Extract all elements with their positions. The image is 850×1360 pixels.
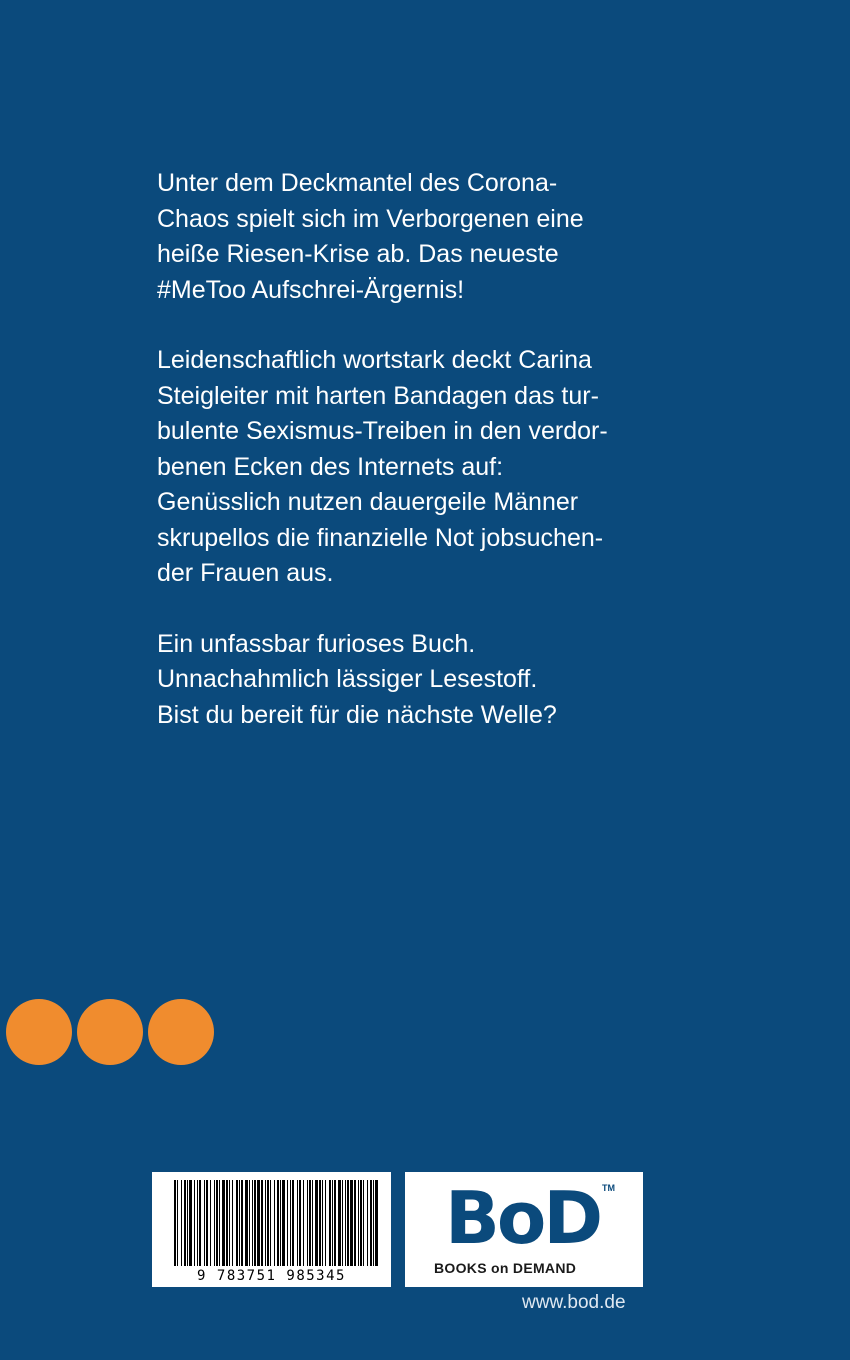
blurb-paragraph-1 bbox=[157, 166, 685, 308]
logo-tagline: BOOKS on DEMAND bbox=[434, 1260, 577, 1276]
orange-dot bbox=[148, 999, 214, 1065]
barcode-bar bbox=[245, 1180, 248, 1266]
barcode-bar bbox=[342, 1180, 343, 1266]
barcode-bar bbox=[206, 1180, 208, 1266]
barcode-bar bbox=[204, 1180, 205, 1266]
barcode-bar bbox=[354, 1180, 356, 1266]
bod-logo-mark: BoD bbox=[445, 1176, 601, 1260]
barcode-bar bbox=[297, 1180, 298, 1266]
blurb-line: Ein unfassbar furioses Buch. bbox=[157, 629, 476, 658]
barcode-bar bbox=[265, 1180, 266, 1266]
blurb-line: Leidenschaftlich wortstark deckt Carina bbox=[157, 346, 592, 374]
barcode-bar bbox=[347, 1180, 349, 1266]
blurb-paragraph-3 bbox=[157, 627, 685, 734]
barcode-bar bbox=[307, 1180, 308, 1266]
orange-dot bbox=[6, 999, 72, 1065]
barcode-bar bbox=[299, 1180, 301, 1266]
barcode-bar bbox=[177, 1180, 178, 1266]
barcode-bar bbox=[375, 1180, 378, 1266]
blurb-text bbox=[157, 166, 685, 733]
orange-dot bbox=[77, 999, 143, 1065]
blurb-line: Unnachahmlich lässiger Lesestoff. bbox=[157, 665, 538, 693]
barcode-bar bbox=[241, 1180, 243, 1266]
barcode-bar bbox=[219, 1180, 220, 1266]
barcode-bars bbox=[152, 1172, 391, 1268]
barcode-bar bbox=[280, 1180, 281, 1266]
barcode-bar bbox=[303, 1180, 304, 1266]
isbn-barcode bbox=[152, 1172, 391, 1287]
barcode-bar bbox=[261, 1180, 263, 1266]
barcode-bar bbox=[373, 1180, 374, 1266]
barcode-bar bbox=[360, 1180, 362, 1266]
barcode-bar bbox=[187, 1180, 188, 1266]
barcode-bar bbox=[210, 1180, 211, 1266]
barcode-bar bbox=[309, 1180, 311, 1266]
barcode-bar bbox=[367, 1180, 368, 1266]
barcode-bar bbox=[370, 1180, 372, 1266]
barcode-bar bbox=[322, 1180, 323, 1266]
barcode-bar bbox=[257, 1180, 260, 1266]
barcode-bar bbox=[325, 1180, 326, 1266]
blurb-line: skrupellos die finanzielle Not jobsuchen- bbox=[157, 523, 604, 552]
barcode-bar bbox=[270, 1180, 271, 1266]
barcode-bar bbox=[277, 1180, 279, 1266]
barcode-bar bbox=[216, 1180, 218, 1266]
barcode-bar bbox=[274, 1180, 275, 1266]
blurb-line: der Frauen aus. bbox=[157, 559, 334, 587]
barcode-bar bbox=[287, 1180, 288, 1266]
barcode-bar bbox=[254, 1180, 256, 1266]
blurb-line: Genüsslich nutzen dauergeile Männer bbox=[157, 488, 579, 516]
barcode-bar bbox=[312, 1180, 313, 1266]
trademark-symbol: TM bbox=[602, 1183, 615, 1193]
blurb-line: Unter dem Deckmantel des Corona- bbox=[157, 169, 558, 197]
barcode-bar bbox=[222, 1180, 225, 1266]
barcode-bar bbox=[350, 1180, 353, 1266]
blurb-line: benen Ecken des Internets auf: bbox=[157, 452, 504, 481]
barcode-bar bbox=[249, 1180, 250, 1266]
barcode-bar bbox=[189, 1180, 192, 1266]
barcode-bar bbox=[239, 1180, 240, 1266]
barcode-bar bbox=[345, 1180, 346, 1266]
barcode-bar bbox=[292, 1180, 294, 1266]
barcode-bar bbox=[319, 1180, 321, 1266]
blurb-line: #MeToo Aufschrei-Ärgernis! bbox=[157, 275, 465, 304]
barcode-bar bbox=[252, 1180, 253, 1266]
publisher-url: www.bod.de bbox=[522, 1292, 626, 1313]
barcode-bar bbox=[194, 1180, 195, 1266]
blurb-paragraph-2 bbox=[157, 343, 685, 592]
barcode-bar bbox=[267, 1180, 269, 1266]
blurb-line: Chaos spielt sich im Verborgenen eine bbox=[157, 204, 584, 233]
barcode-bar bbox=[338, 1180, 341, 1266]
barcode-bar bbox=[332, 1180, 333, 1266]
barcode-bar bbox=[290, 1180, 291, 1266]
blurb-line: Bist du bereit für die nächste Welle? bbox=[157, 700, 557, 729]
barcode-bar bbox=[282, 1180, 285, 1266]
barcode-bar bbox=[174, 1180, 176, 1266]
blurb-line: heiße Riesen-Krise ab. Das neueste bbox=[157, 240, 559, 268]
blurb-line: bulente Sexismus-Treiben in den verdor- bbox=[157, 417, 608, 445]
barcode-bar bbox=[229, 1180, 230, 1266]
barcode-bar bbox=[334, 1180, 336, 1266]
barcode-bar bbox=[184, 1180, 186, 1266]
barcode-bar bbox=[236, 1180, 238, 1266]
barcode-bar bbox=[181, 1180, 182, 1266]
blurb-line: Steigleiter mit harten Bandagen das tur- bbox=[157, 381, 599, 410]
barcode-bar bbox=[315, 1180, 318, 1266]
barcode-bar bbox=[232, 1180, 233, 1266]
barcode-bar bbox=[329, 1180, 331, 1266]
barcode-bar bbox=[197, 1180, 198, 1266]
isbn-number: 9 783751 985345 bbox=[197, 1268, 346, 1284]
barcode-bar bbox=[363, 1180, 364, 1266]
barcode-bar bbox=[214, 1180, 215, 1266]
publisher-logo bbox=[405, 1172, 643, 1287]
barcode-bar bbox=[199, 1180, 201, 1266]
barcode-bar bbox=[358, 1180, 359, 1266]
barcode-bar bbox=[226, 1180, 228, 1266]
